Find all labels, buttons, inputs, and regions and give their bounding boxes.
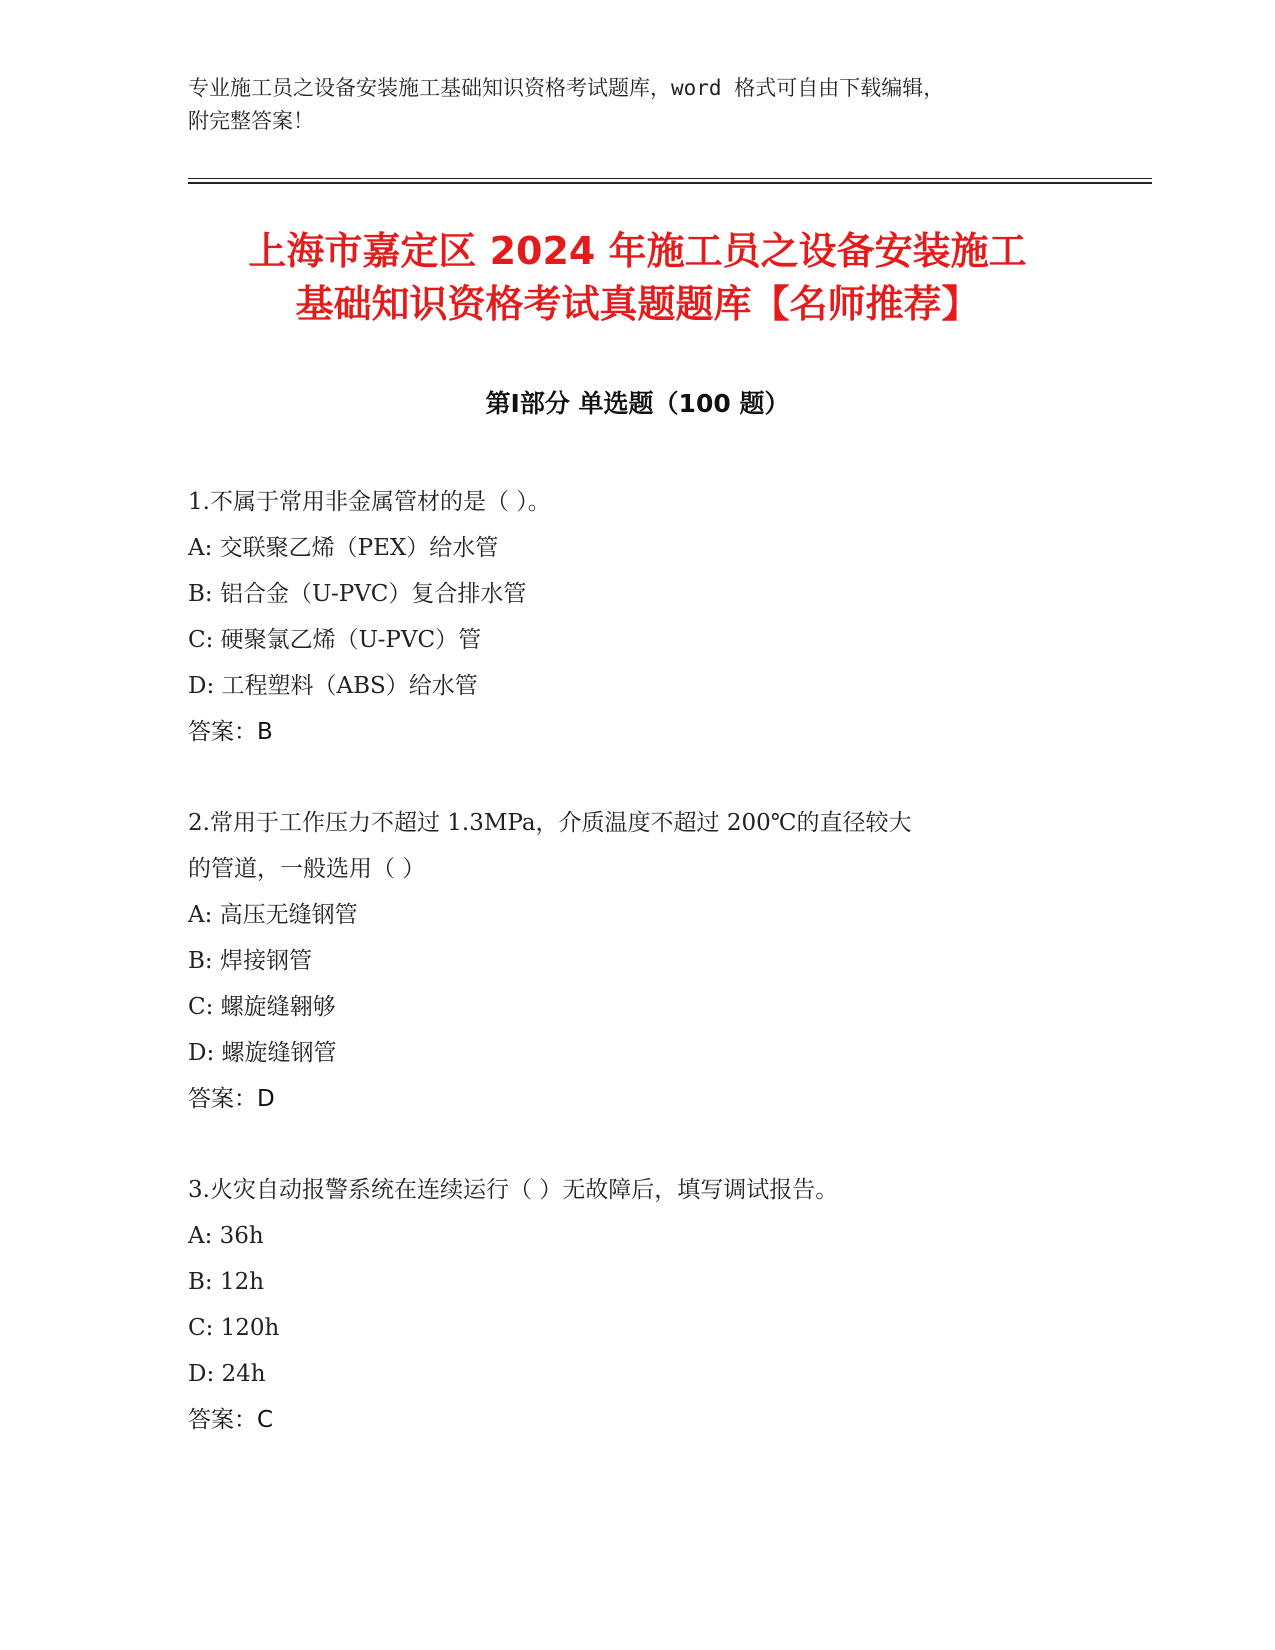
document-title-line-2: 基础知识资格考试真题题库【名师推荐】 xyxy=(295,282,980,326)
option-d: D: 工程塑料（ABS）给水管 xyxy=(188,673,478,699)
option-a: A: 交联聚乙烯（PEX）给水管 xyxy=(188,535,499,561)
header-divider-thick xyxy=(188,182,1152,184)
option-a: A: 高压无缝钢管 xyxy=(188,902,358,928)
question-list xyxy=(188,479,1088,1488)
option-d: D: 螺旋缝钢管 xyxy=(188,1040,337,1066)
option-b: B: 焊接钢管 xyxy=(188,948,312,974)
question-3 xyxy=(188,1167,1088,1443)
question-stem-line-1: 2.常用于工作压力不超过 1.3MPa，介质温度不超过 200℃的直径较大 xyxy=(188,810,912,836)
header-divider-thin xyxy=(188,178,1152,179)
question-stem: 3.火灾自动报警系统在连续运行（ ）无故障后，填写调试报告。 xyxy=(188,1177,839,1203)
question-stem-line-2: 的管道，一般选用（ ） xyxy=(188,856,426,882)
question-1 xyxy=(188,479,1088,755)
header-note-line-2: 附完整答案！ xyxy=(188,109,314,133)
answer: 答案：B xyxy=(188,719,273,745)
option-c: C: 螺旋缝翱够 xyxy=(188,994,336,1020)
question-stem: 1.不属于常用非金属管材的是（ ）。 xyxy=(188,489,551,515)
answer: 答案：C xyxy=(188,1407,274,1433)
document-title xyxy=(150,225,1125,331)
option-c: C: 硬聚氯乙烯（U-PVC）管 xyxy=(188,627,482,653)
option-d: D: 24h xyxy=(188,1361,266,1387)
option-a: A: 36h xyxy=(188,1223,264,1249)
header-note xyxy=(188,72,1088,138)
answer: 答案：D xyxy=(188,1086,275,1112)
document-title-line-1: 上海市嘉定区 2024 年施工员之设备安装施工 xyxy=(248,229,1027,273)
option-b: B: 铝合金（U-PVC）复合排水管 xyxy=(188,581,527,607)
section-title: 第Ⅰ部分 单选题（100 题） xyxy=(485,389,790,418)
option-c: C: 120h xyxy=(188,1315,280,1341)
question-2 xyxy=(188,800,1088,1122)
option-b: B: 12h xyxy=(188,1269,265,1295)
header-note-line-1: 专业施工员之设备安装施工基础知识资格考试题库，word 格式可自由下载编辑， xyxy=(188,76,945,100)
